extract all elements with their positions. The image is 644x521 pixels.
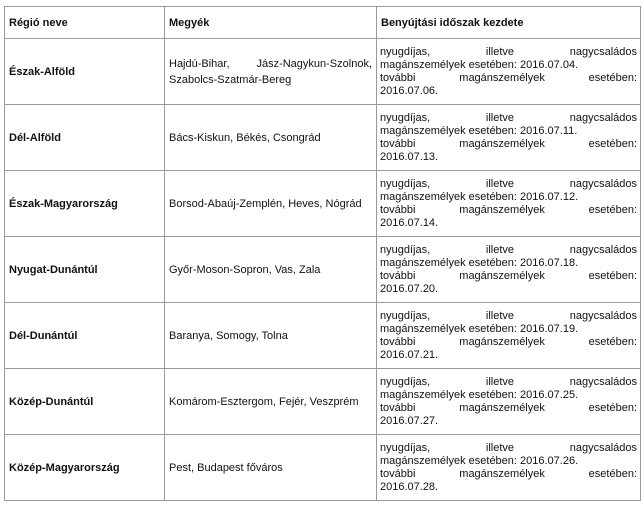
counties-cell: Pest, Budapest főváros: [165, 435, 377, 501]
region-name: Észak-Alföld: [5, 39, 165, 105]
counties-cell: Komárom-Esztergom, Fejér, Veszprém: [165, 369, 377, 435]
table-row: [5, 303, 641, 369]
counties-cell: Borsod-Abaúj-Zemplén, Heves, Nógrád: [165, 171, 377, 237]
period-line: nyugdíjas, illetve nagycsaládos: [380, 309, 637, 322]
counties-cell: Hajdú-Bihar, Jász-Nagykun-Szolnok, Szabolcs-Szatmár-Bereg: [165, 39, 377, 105]
table-row: [5, 237, 641, 303]
period-line: további magánszemélyek esetében:: [380, 335, 637, 348]
region-name: Dél-Alföld: [5, 105, 165, 171]
counties-cell: Baranya, Somogy, Tolna: [165, 303, 377, 369]
counties-cell: Győr-Moson-Sopron, Vas, Zala: [165, 237, 377, 303]
period-cell: [377, 39, 641, 105]
header-row: [5, 7, 641, 39]
region-name: Nyugat-Dunántúl: [5, 237, 165, 303]
region-name: Közép-Dunántúl: [5, 369, 165, 435]
period-cell: [377, 369, 641, 435]
table-row: [5, 369, 641, 435]
period-line: 2016.07.28.: [380, 480, 439, 493]
period-line: magánszemélyek esetében: 2016.07.26.: [380, 454, 579, 467]
period-line: magánszemélyek esetében: 2016.07.11.: [380, 124, 578, 137]
regions-table: [4, 6, 641, 501]
period-cell: [377, 105, 641, 171]
table-row: [5, 105, 641, 171]
period-line: további magánszemélyek esetében:: [380, 203, 637, 216]
period-line: további magánszemélyek esetében:: [380, 71, 637, 84]
period-line: magánszemélyek esetében: 2016.07.12.: [380, 190, 579, 203]
period-line: nyugdíjas, illetve nagycsaládos: [380, 441, 637, 454]
period-line: 2016.07.20.: [380, 282, 439, 295]
period-line: 2016.07.14.: [380, 216, 439, 229]
period-line: 2016.07.13.: [380, 150, 439, 163]
period-line: további magánszemélyek esetében:: [380, 467, 637, 480]
period-line: további magánszemélyek esetében:: [380, 137, 637, 150]
period-line: 2016.07.27.: [380, 414, 439, 427]
period-cell: [377, 303, 641, 369]
header-region: Régió neve: [5, 7, 165, 39]
region-name: Dél-Dunántúl: [5, 303, 165, 369]
period-line: 2016.07.21.: [380, 348, 439, 361]
table-row: [5, 171, 641, 237]
period-line: nyugdíjas, illetve nagycsaládos: [380, 375, 637, 388]
table-row: [5, 435, 641, 501]
period-line: magánszemélyek esetében: 2016.07.04.: [380, 58, 579, 71]
counties-cell: Bács-Kiskun, Békés, Csongrád: [165, 105, 377, 171]
period-line: 2016.07.06.: [380, 84, 439, 97]
period-line: további magánszemélyek esetében:: [380, 269, 637, 282]
period-cell: [377, 237, 641, 303]
region-name: Közép-Magyarország: [5, 435, 165, 501]
period-line: további magánszemélyek esetében:: [380, 401, 637, 414]
period-line: nyugdíjas, illetve nagycsaládos: [380, 45, 637, 58]
period-line: nyugdíjas, illetve nagycsaládos: [380, 111, 637, 124]
header-period: Benyújtási időszak kezdete: [377, 7, 641, 39]
header-counties: Megyék: [165, 7, 377, 39]
period-cell: [377, 435, 641, 501]
period-line: magánszemélyek esetében: 2016.07.25.: [380, 388, 579, 401]
period-line: magánszemélyek esetében: 2016.07.19.: [380, 322, 579, 335]
period-cell: [377, 171, 641, 237]
period-line: magánszemélyek esetében: 2016.07.18.: [380, 256, 579, 269]
period-line: nyugdíjas, illetve nagycsaládos: [380, 243, 637, 256]
period-line: nyugdíjas, illetve nagycsaládos: [380, 177, 637, 190]
region-name: Észak-Magyarország: [5, 171, 165, 237]
table-row: [5, 39, 641, 105]
